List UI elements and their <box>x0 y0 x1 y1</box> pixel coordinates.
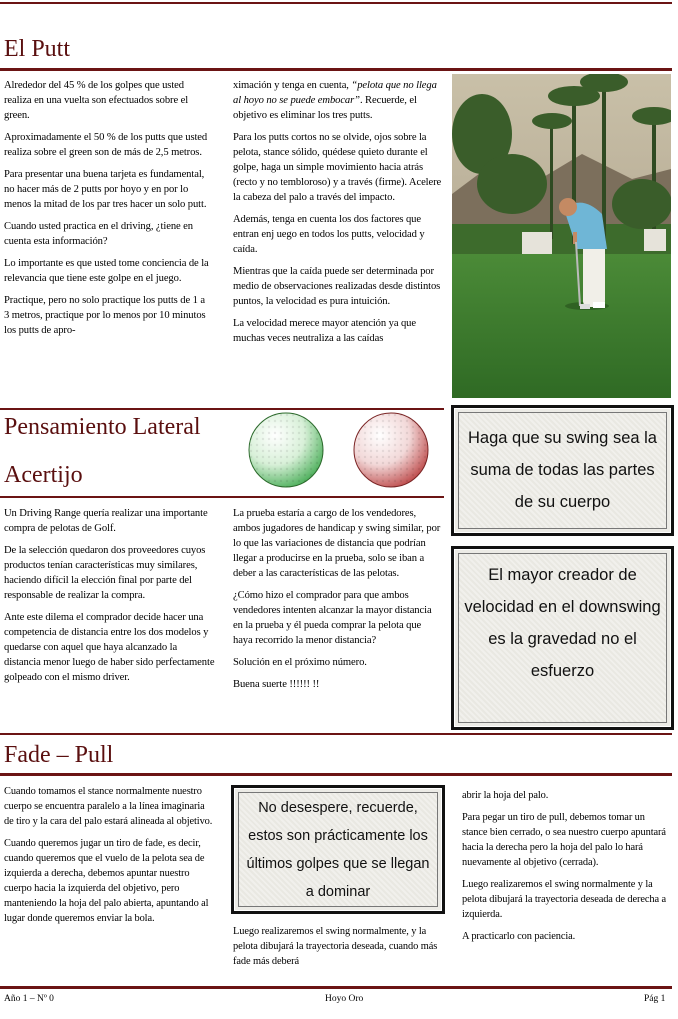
lateral-p5: ¿Cómo hizo el comprador para que ambos vendedores intenten alcanzar la mayor distancia en la prueba y él pueda comprar la pelota que haya recorrido la menor distancia? <box>233 590 432 646</box>
putt-p9: Además, tenga en cuenta los dos factores que entran enj uego en todos los putts, velocidad y caída. <box>233 214 425 255</box>
speed-quote-text: El mayor creador de velocidad en el downswing es la gravedad no el esfuerzo <box>464 566 661 680</box>
fade-title-rule <box>0 773 672 776</box>
putt-p11: La velocidad merece mayor atención ya que muchas veces neutraliza a las caídas <box>233 318 416 344</box>
fade-p6: Luego realizaremos el swing normalmente y la pelota dibujará la trayectoria deseada de derecha a izquierda. <box>462 879 667 920</box>
fade-p4: abrir la hoja del palo. <box>462 790 549 801</box>
top-rule <box>0 2 672 4</box>
fade-col1 <box>4 784 216 933</box>
green-ball-icon <box>249 413 323 487</box>
fade-top-rule <box>0 733 672 735</box>
putt-col2 <box>233 78 443 353</box>
putt-p7-b: . Recuerde, el objetivo es eliminar los tres putts. <box>233 95 417 121</box>
lateral-p1: Un Driving Range quería realizar una importante compra de pelotas de Golf. <box>4 508 208 534</box>
lateral-col2 <box>233 506 443 699</box>
footer-publication: Hoyo Oro <box>325 994 364 1004</box>
swing-quote-text: Haga que su swing sea la suma de todas las partes de su cuerpo <box>468 429 657 511</box>
footer-year-issue: Año 1 – Nº 0 <box>4 994 54 1004</box>
swing-quote-box <box>451 405 674 536</box>
putt-p8: Para los putts cortos no se olvide, ojos sobre la pelota, stance sólido, quédese quieto durante el golpe, haga un simple movimiento hacia atrás (recto y no tembloroso) y a través (firme). Acelere la cabeza del palo a través del impacto. <box>233 132 442 203</box>
fade-col3 <box>462 788 670 951</box>
golfer-illustration <box>452 74 671 398</box>
footer-page-number: Pág 1 <box>644 994 666 1004</box>
golf-balls <box>248 412 438 492</box>
lateral-p2: De la selección quedaron dos proveedores cuyos productos tenían características muy similares, haciendo difícil la elección final por parte del responsable de realizar la compra. <box>4 545 206 601</box>
fade-p1: Cuando tomamos el stance normalmente nuestro cuerpo se encuentra paralelo a la línea imaginaria de tiro y la cara del palo estará alineada al objetivo. <box>4 786 213 827</box>
putt-p3: Para presentar una buena tarjeta es fundamental, no hacer más de 2 putts por hoyo y en por lo menos la mitad de los par tres hacer un solo putt. <box>4 169 207 210</box>
putt-p10: Mientras que la caída puede ser determinada por medio de observaciones realizadas desde distintos puntos, la velocidad es pura intuición. <box>233 266 441 307</box>
putt-p4: Cuando usted practica en el driving, ¿tiene en cuenta esta información? <box>4 221 193 247</box>
lateral-top-rule <box>0 408 444 410</box>
putt-p7-a: ximación y tenga en cuenta, <box>233 80 349 91</box>
lateral-col1 <box>4 506 216 692</box>
speed-quote-box <box>451 546 674 730</box>
fade-p7: A practicarlo con paciencia. <box>462 931 576 942</box>
despair-quote-text: No desespere, recuerde, estos son prácticamente los últimos golpes que se llegan a dominar <box>246 800 430 900</box>
lateral-title-rule <box>0 496 444 498</box>
despair-quote-box <box>231 785 445 914</box>
fade-p2: Cuando queremos jugar un tiro de fade, es decir, cuando queremos que el vuelo de la pelota sea de izquierda a derecha, debemos apuntar nuestro cuerpo hacia la izquierda del objetivo, pero manteniendo la hoja del palo abierta, apuntando al lugar donde queremos enviar la bola. <box>4 838 209 924</box>
putt-p5: Lo importante es que usted tome conciencia de la relevancia que tiene este golpe en el juego. <box>4 258 209 284</box>
lateral-p4: La prueba estaría a cargo de los vendedores, ambos jugadores de handicap y swing similar, por lo que las variaciones de distancia que podrían llegar a producirse en la prueba, solo se iban a deber a las características de las pelotas. <box>233 508 441 579</box>
putt-col1 <box>4 78 211 345</box>
lateral-p6: Solución en el próximo número. <box>233 657 367 668</box>
putt-p6: Practique, pero no solo practique los putts de 1 a 3 metros, practique por lo menos por 10 minutos los putts de apro- <box>4 295 206 336</box>
footer-rule <box>0 986 672 989</box>
putt-p1: Alrededor del 45 % de los golpes que usted realiza en una vuelta son efectuados sobre el green. <box>4 80 189 121</box>
lateral-subtitle: Acertijo <box>4 462 83 488</box>
red-ball-icon <box>354 413 428 487</box>
fade-p3: Luego realizaremos el swing normalmente, y la pelota dibujará la trayectoria deseada, cuando más fade más deberá <box>233 926 438 967</box>
putt-title: El Putt <box>4 36 71 62</box>
putt-p2: Aproximadamente el 50 % de los putts que usted realiza sobre el green son de más de 2,5 metros. <box>4 132 208 158</box>
fade-p5: Para pegar un tiro de pull, debemos tomar un stance bien cerrado, o sea nuestro cuerpo apuntará hacia la derecha pero la hoja del palo lo hará nuevamente al objetivo (cerrada). <box>462 812 666 868</box>
golfer-photo <box>452 74 671 398</box>
putt-quote: “pelota que no llega al hoyo no se puede embocar” <box>233 80 437 106</box>
fade-title: Fade – Pull <box>4 742 114 768</box>
lateral-p7: Buena suerte !!!!!! !! <box>233 679 320 690</box>
putt-title-rule <box>0 68 672 71</box>
fade-col2 <box>233 924 443 976</box>
lateral-p3: Ante este dilema el comprador decide hacer una competencia de distancia entre los dos modelos y quedarse con aquel que haya alcanzado la distancia menor luego de haber sido perfectamente golpeado con el mismo driver. <box>4 612 215 683</box>
putt-p7 <box>233 78 443 123</box>
lateral-title: Pensamiento Lateral <box>4 414 201 440</box>
